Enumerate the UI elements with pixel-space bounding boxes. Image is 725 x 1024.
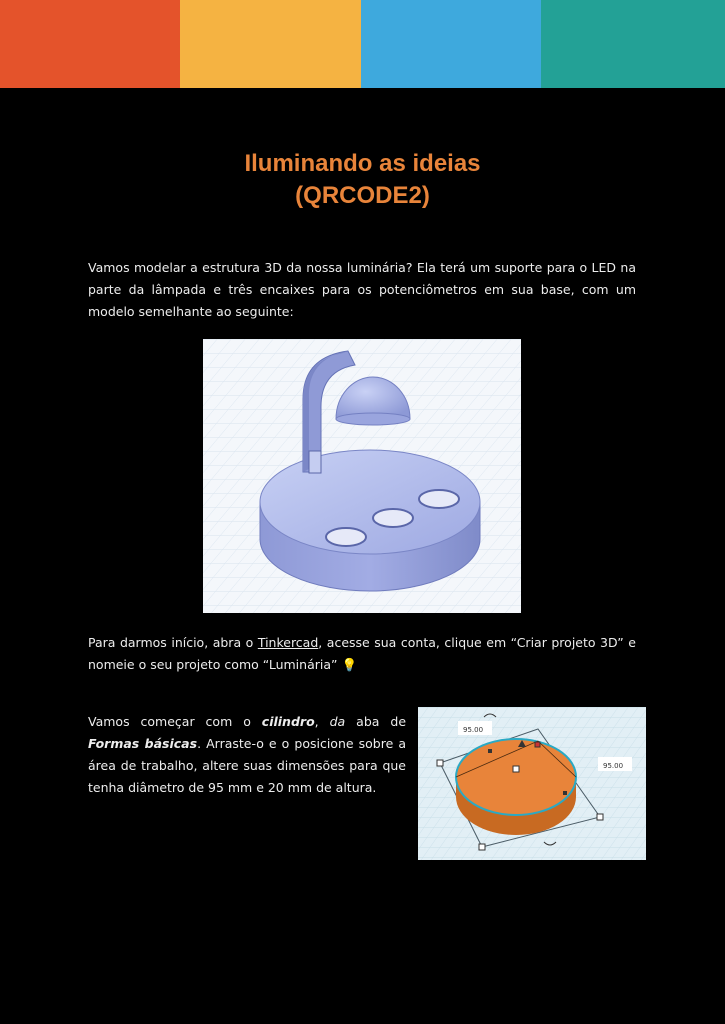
title-line-2: (QRCODE2): [295, 182, 430, 209]
stripe-teal: [541, 0, 725, 88]
cylinder-screenshot: [418, 707, 646, 860]
tinkercad-link[interactable]: Tinkercad: [257, 635, 319, 650]
color-stripes: [0, 0, 725, 88]
step1-text-after: , acesse sua conta, clique em “Criar projeto 3D” e nomeie o seu projeto como “Luminária”: [88, 635, 636, 672]
step2-text-2: ,: [314, 714, 330, 729]
step1-text-before: Para darmos início, abra o: [88, 635, 258, 650]
step2-text-1: Vamos começar com o: [88, 714, 262, 729]
page-title: [0, 148, 725, 212]
stripe-orange: [0, 0, 180, 88]
step-cylinder: [88, 711, 406, 799]
step2-italic: da: [329, 714, 346, 729]
basic-shapes-term: Formas básicas: [88, 736, 198, 751]
step2-text-4: . Arraste-o e o posicione sobre a área de trabalho, altere suas dimensões para que tenha diâmetro de 95 mm e 20 mm de altura.: [88, 736, 406, 795]
stripe-blue: [361, 0, 541, 88]
lightbulb-emoji: 💡: [341, 657, 358, 672]
dimension-label-top: 95.00: [463, 726, 484, 734]
intro-paragraph: Vamos modelar a estrutura 3D da nossa luminária? Ela terá um suporte para o LED na parte da lâmpada e três encaixes para os potenciômetros em sua base, com um modelo semelhante ao seguinte:: [88, 260, 636, 319]
stripe-yellow: [180, 0, 361, 88]
title-line-1: Iluminando as ideias: [244, 150, 481, 177]
step2-text-3: aba de: [345, 714, 407, 729]
cylinder-term: cilindro: [261, 714, 315, 729]
lamp-model-image: [203, 339, 521, 613]
dimension-label-right: 95.00: [603, 762, 624, 770]
step-open-tinkercad: [88, 632, 636, 676]
